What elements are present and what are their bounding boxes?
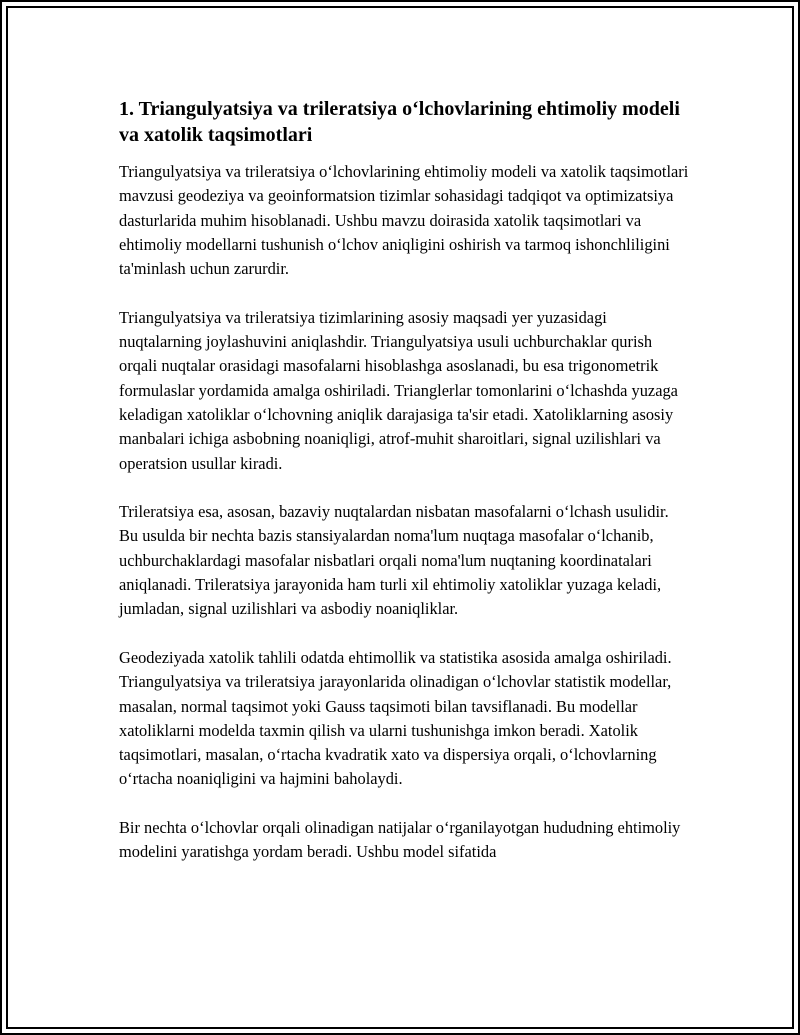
section-heading: 1. Triangulyatsiya va trileratsiya oʻlchovlarining ehtimoliy modeli va xatolik taqsimotlari: [119, 98, 680, 146]
paragraph-3: Trileratsiya esa, asosan, bazaviy nuqtalardan nisbatan masofalarni oʻlchash usulidir. Bu usulda bir nechta bazis stansiyalardan noma'lum nuqtaga masofalar oʻlchanib, uchburchaklardagi masofalar nisbatlari orqali noma'lum nuqtaning koordinatalari aniqlanadi. Trileratsiya jarayonida ham turli xil ehtimoliy xatoliklar yuzaga keladi, jumladan, signal uzilishlari va asbodiy noaniqliklar.: [119, 502, 669, 619]
paragraph-4: Geodeziyada xatolik tahlili odatda ehtimollik va statistika asosida amalga oshiriladi. Triangulyatsiya va trileratsiya jarayonlarida olinadigan oʻlchovlar statistik modellar, masalan, normal taqsimot yoki Gauss taqsimoti bilan tavsiflanadi. Bu modellar xatoliklarni modelda taxmin qilish va ularni tushunishga imkon beradi. Xatolik taqsimotlari, masalan, oʻrtacha kvadratik xato va dispersiya orqali, oʻlchovlarning oʻrtacha noaniqligini va hajmini baholaydi.: [119, 647, 672, 789]
page-inner-border: [6, 6, 794, 1029]
paragraph-5: Bir nechta oʻlchovlar orqali olinadigan natijalar oʻrganilayotgan hududning ehtimoliy modelini yaratishga yordam beradi. Ushbu model sifatida: [119, 818, 681, 862]
paragraph-2: Triangulyatsiya va trileratsiya tizimlarining asosiy maqsadi yer yuzasidagi nuqtalarning joylashuvini aniqlashdir. Triangulyatsiya usuli uchburchaklar qurish orqali nuqtalar orasidagi masofalarni hisoblashga asoslanadi, bu esa trigonometrik formulaslar yordamida amalga oshiriladi. Trianglerlar tomonlarini oʻlchashda yuzaga keladigan xatoliklar oʻlchovning aniqlik darajasiga ta'sir etadi. Xatoliklarning asosiy manbalari ichiga asbobning noaniqligi, atrof-muhit sharoitlari, signal uzilishlari va operatsion usullar kiradi.: [119, 307, 678, 473]
document-body: [119, 96, 689, 889]
paragraph-1: Triangulyatsiya va trileratsiya oʻlchovlarining ehtimoliy modeli va xatolik taqsimotlari mavzusi geodeziya va geoinformatsion tizimlar sohasidagi tadqiqot va optimizatsiya dasturlarida muhim hisoblanadi. Ushbu mavzu doirasida xatolik taqsimotlari va ehtimoliy modellarni tushunish oʻlchov aniqligini oshirish va tarmoq ishonchliligini ta'minlash uchun zarurdir.: [119, 162, 689, 279]
